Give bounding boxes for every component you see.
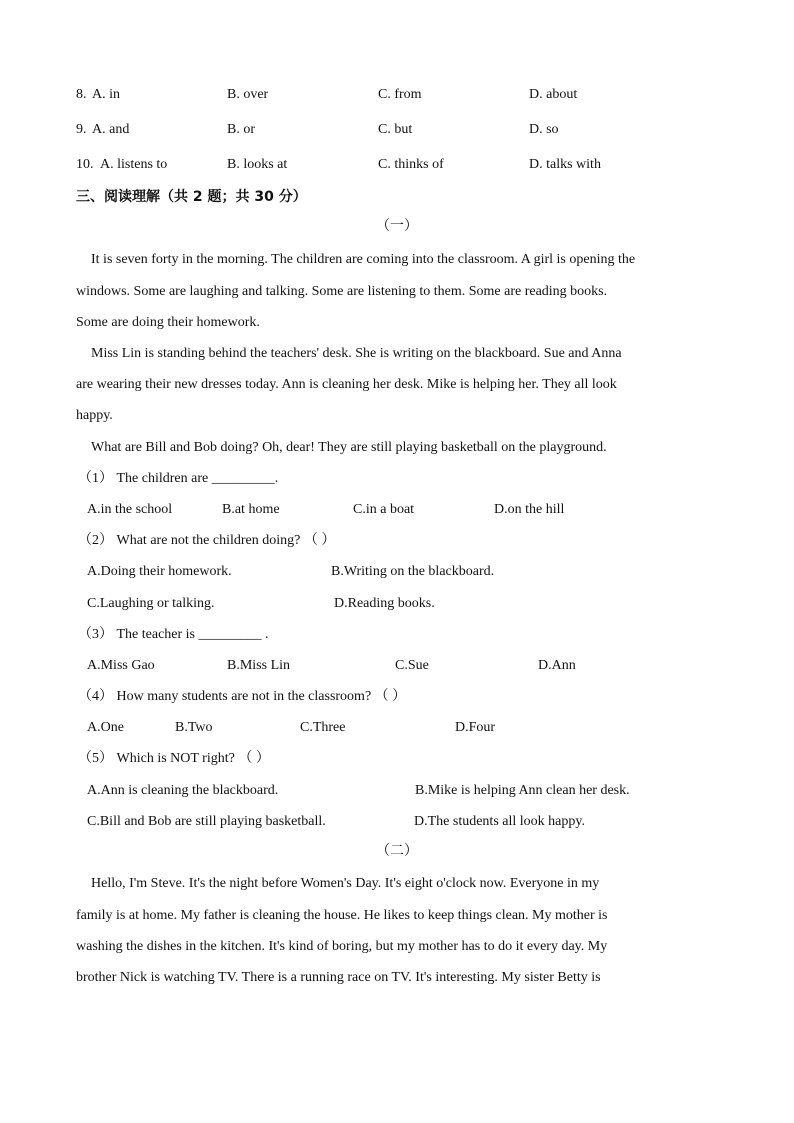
option-b: B.Two [175, 720, 213, 735]
option-b: B.at home [222, 502, 280, 517]
option-b: B. or [227, 122, 255, 137]
option-b: B.Miss Lin [227, 658, 291, 673]
option-a: A.Ann is cleaning the blackboard. [87, 783, 279, 798]
option-a: A.Doing their homework. [87, 564, 232, 579]
passage-line: What are Bill and Bob doing? Oh, dear! They are still playing basketball on the playground. [91, 440, 607, 455]
option-c: C.Bill and Bob are still playing basketball. [87, 814, 326, 829]
option-c: C. from [378, 87, 422, 102]
passage-line: Hello, I'm Steve. It's the night before Women's Day. It's eight o'clock now. Everyone in my [91, 876, 600, 891]
option-a: A. listens to [100, 157, 168, 172]
option-d: D.The students all look happy. [414, 814, 585, 829]
option-d: D.Ann [538, 658, 576, 673]
passage-label: （二） [376, 844, 418, 859]
question-number: 9. [76, 122, 87, 137]
question-stem: （1） The children are _________. [78, 471, 279, 486]
passage-line: family is at home. My father is cleaning the house. He likes to keep things clean. My mother is [76, 908, 608, 923]
passage-line: Some are doing their homework. [76, 315, 260, 330]
question-number: 10. [76, 157, 94, 172]
option-c: C.Laughing or talking. [87, 596, 215, 611]
passage-line: are wearing their new dresses today. Ann is cleaning her desk. Mike is helping her. They all look [76, 377, 617, 392]
option-d: D. so [529, 122, 559, 137]
option-d: D. about [529, 87, 578, 102]
option-a: A.Miss Gao [87, 658, 155, 673]
option-d: D.Reading books. [334, 596, 435, 611]
question-number: 8. [76, 87, 87, 102]
option-a: A. and [92, 122, 130, 137]
option-c: C. but [378, 122, 413, 137]
option-c: C.Three [300, 720, 346, 735]
passage-line: windows. Some are laughing and talking. Some are listening to them. Some are reading books. [76, 284, 608, 299]
passage-line: brother Nick is watching TV. There is a running race on TV. It's interesting. My sister Betty is [76, 970, 601, 985]
option-d: D. talks with [529, 157, 601, 172]
option-c: C. thinks of [378, 157, 444, 172]
passage-line: It is seven forty in the morning. The children are coming into the classroom. A girl is opening the [91, 252, 636, 267]
option-a: A. in [92, 87, 120, 102]
option-a: A.in the school [87, 502, 173, 517]
option-b: B. over [227, 87, 269, 102]
passage-label: （一） [376, 219, 418, 234]
passage-line: washing the dishes in the kitchen. It's kind of boring, but my mother has to do it every day. My [76, 939, 608, 954]
passage-line: Miss Lin is standing behind the teachers' desk. She is writing on the blackboard. Sue and Anna [91, 346, 622, 361]
option-a: A.One [87, 720, 124, 735]
passage-line: happy. [76, 408, 113, 423]
option-c: C.in a boat [353, 502, 415, 517]
option-b: B.Mike is helping Ann clean her desk. [415, 783, 630, 798]
question-stem: （2） What are not the children doing? （ ） [78, 533, 336, 548]
question-stem: （5） Which is NOT right? （ ） [78, 751, 270, 766]
section-heading: 三、阅读理解（共 2 题；共 30 分） [76, 189, 307, 205]
option-b: B. looks at [227, 157, 288, 172]
option-b: B.Writing on the blackboard. [331, 564, 495, 579]
question-stem: （4） How many students are not in the classroom? （ ） [78, 689, 407, 704]
option-c: C.Sue [395, 658, 429, 673]
question-stem: （3） The teacher is _________ . [78, 627, 269, 642]
option-d: D.on the hill [494, 502, 565, 517]
option-d: D.Four [455, 720, 496, 735]
